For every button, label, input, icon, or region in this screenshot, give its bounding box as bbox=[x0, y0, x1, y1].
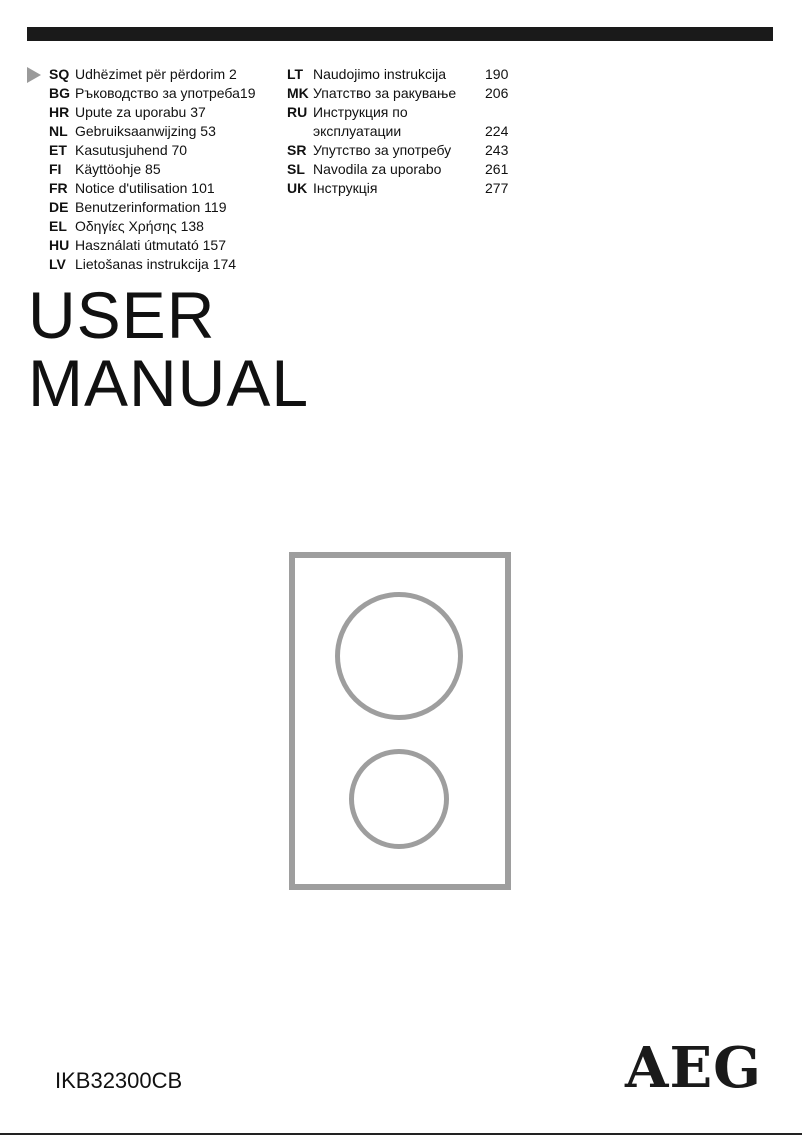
toc-page: 224 bbox=[485, 123, 509, 139]
toc-page: 190 bbox=[485, 66, 509, 82]
toc-item[interactable] bbox=[49, 217, 289, 236]
toc-title: Kasutusjuhend 70 bbox=[75, 142, 188, 158]
toc-item[interactable] bbox=[49, 255, 289, 274]
toc-title: Naudojimo instrukcija bbox=[313, 66, 447, 82]
title-line-manual: MANUAL bbox=[28, 346, 310, 420]
toc-title: Navodila za uporabo bbox=[313, 161, 442, 177]
top-bar bbox=[27, 27, 773, 41]
toc-page: 277 bbox=[485, 180, 509, 196]
toc-page: 243 bbox=[485, 142, 509, 158]
toc-title: Benutzerinformation 119 bbox=[75, 199, 227, 215]
toc-item[interactable] bbox=[49, 65, 289, 84]
toc-code: DE bbox=[49, 199, 69, 215]
toc-item[interactable] bbox=[49, 236, 289, 255]
toc-title: Käyttöohje 85 bbox=[75, 161, 161, 177]
toc-code: ET bbox=[49, 142, 67, 158]
toc-item[interactable] bbox=[287, 65, 527, 84]
toc-title: эксплуатации bbox=[313, 123, 402, 139]
toc-code: BG bbox=[49, 85, 70, 101]
toc-page bbox=[485, 103, 515, 122]
toc-item[interactable] bbox=[49, 122, 289, 141]
toc-title: Notice d'utilisation 101 bbox=[75, 180, 215, 196]
toc-code: SR bbox=[287, 142, 307, 158]
toc-code: LT bbox=[287, 66, 304, 82]
toc-code: HR bbox=[49, 104, 70, 120]
toc-left-column bbox=[49, 65, 289, 274]
toc-item[interactable] bbox=[49, 179, 289, 198]
toc-title: Upute za uporabu 37 bbox=[75, 104, 206, 120]
toc-code bbox=[287, 122, 313, 141]
toc-title: Инструкция по bbox=[313, 104, 408, 120]
toc-title: Gebruiksaanwijzing 53 bbox=[75, 123, 216, 139]
toc-item[interactable] bbox=[287, 103, 527, 122]
bottom-rule bbox=[0, 1133, 802, 1135]
toc-right-column bbox=[287, 65, 527, 198]
large-cooking-zone-icon bbox=[335, 592, 463, 720]
small-cooking-zone-icon bbox=[349, 749, 449, 849]
toc-item[interactable] bbox=[49, 103, 289, 122]
toc-title: Udhëzimet për përdorim 2 bbox=[75, 66, 237, 82]
toc-code: LV bbox=[49, 256, 66, 272]
title-line-user: USER bbox=[28, 278, 216, 352]
toc-title: Ръководство за употреба19 bbox=[75, 85, 256, 101]
toc-item[interactable] bbox=[287, 122, 527, 141]
toc-code: MK bbox=[287, 85, 309, 101]
toc-code: FR bbox=[49, 180, 68, 196]
toc-item[interactable] bbox=[287, 179, 527, 198]
toc-item[interactable] bbox=[287, 141, 527, 160]
toc-title: Упатство за ракување bbox=[313, 85, 457, 101]
toc-title: Οδηγίες Χρήσης 138 bbox=[75, 218, 204, 234]
model-number: IKB32300CB bbox=[55, 1068, 183, 1093]
toc-item[interactable] bbox=[49, 160, 289, 179]
toc-page: 261 bbox=[485, 161, 509, 177]
toc-code: UK bbox=[287, 180, 308, 196]
toc-item[interactable] bbox=[287, 160, 527, 179]
toc-item[interactable] bbox=[49, 141, 289, 160]
toc-code: NL bbox=[49, 123, 68, 139]
toc-title: Упутство за употребу bbox=[313, 142, 452, 158]
toc-page: 206 bbox=[485, 85, 509, 101]
toc-code: SL bbox=[287, 161, 305, 177]
toc-code: RU bbox=[287, 104, 308, 120]
toc-item[interactable] bbox=[287, 84, 527, 103]
toc-title: Használati útmutató 157 bbox=[75, 237, 226, 253]
toc-title: Lietošanas instrukcija 174 bbox=[75, 256, 237, 272]
brand-logo: AEG bbox=[625, 1035, 762, 1101]
toc-code: FI bbox=[49, 161, 62, 177]
current-language-pointer-icon bbox=[27, 67, 41, 83]
toc-title: Інструкція bbox=[313, 180, 378, 196]
page-title bbox=[28, 278, 310, 420]
toc-item[interactable] bbox=[49, 84, 289, 103]
toc-code: SQ bbox=[49, 66, 70, 82]
toc-code: HU bbox=[49, 237, 70, 253]
toc-code: EL bbox=[49, 218, 67, 234]
toc-item[interactable] bbox=[49, 198, 289, 217]
